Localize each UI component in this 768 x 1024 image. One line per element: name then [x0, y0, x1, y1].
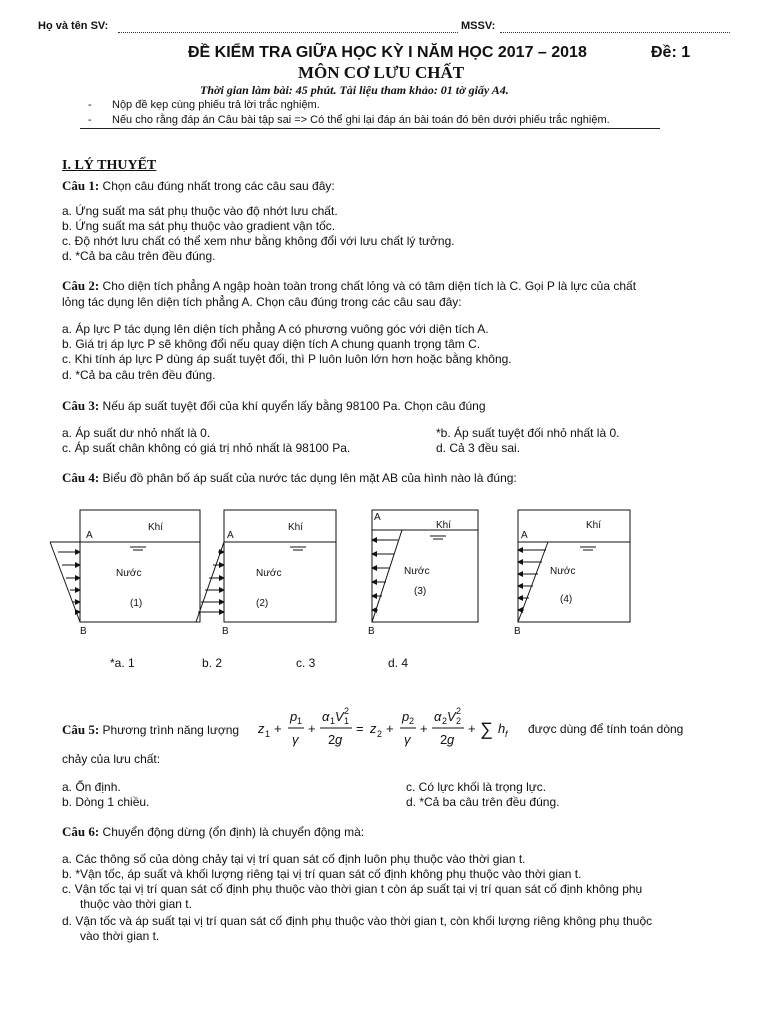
fig1-point-b: B	[80, 626, 87, 637]
student-name-field[interactable]	[118, 32, 458, 33]
fig3-number: (3)	[414, 586, 427, 597]
fig2-air-label: Khí	[288, 522, 304, 533]
svg-text:2: 2	[409, 716, 415, 726]
time-info: Thời gian làm bài: 45 phút. Tài liệu tham khảo: 01 tờ giấy A4.	[200, 83, 509, 97]
note-item: Nếu cho rằng đáp án Câu bài tập sai => Có thể ghi lại đáp án bài toán đó bên dưới phiếu trắc nghiệm.	[112, 114, 610, 126]
q6-option-b: b. *Vận tốc, áp suất và khối lượng riêng tại vị trí quan sát cố định không phụ thuộc vào thời gian t.	[62, 867, 582, 881]
q6-option-d: d. Vận tốc và áp suất tại vị trí quan sát cố định phụ thuộc vào thời gian t, còn khối lượng riêng không phụ thuộc	[62, 914, 653, 928]
header-divider	[80, 128, 660, 129]
svg-text:f: f	[505, 729, 508, 739]
svg-text:1: 1	[330, 716, 336, 726]
q6-option-c: c. Vận tốc tại vị trí quan sát cố định phụ thuộc vào thời gian t còn áp suất tại vị trí quan sát cố định không phụ	[62, 882, 643, 896]
question-3: Câu 3: Nếu áp suất tuyệt đối của khí quyển lấy bằng 98100 Pa. Chọn câu đúng	[62, 398, 486, 413]
q6-option-c-cont: thuộc vào thời gian t.	[80, 897, 192, 911]
question-1: Câu 1: Chọn câu đúng nhất trong các câu sau đây:	[62, 178, 335, 193]
q2-option-a: a. Áp lực P tác dụng lên diện tích phẳng A có phương vuông góc với diện tích A.	[62, 322, 489, 336]
fig3-point-a: A	[374, 512, 381, 523]
fig3-point-b: B	[368, 626, 375, 637]
question-2: Câu 2: Cho diện tích phẳng A ngập hoàn toàn trong chất lỏng và có tâm diện tích là C. Gọi P là lực của chất	[62, 278, 637, 293]
svg-text:p: p	[402, 709, 410, 724]
fig1-air-label: Khí	[148, 522, 164, 533]
student-id-label: MSSV:	[461, 20, 496, 32]
svg-text:2: 2	[456, 716, 462, 726]
svg-text:2: 2	[328, 732, 336, 747]
fig2-number: (2)	[256, 598, 269, 609]
q1-option-b: b. Ứng suất ma sát phụ thuộc vào gradient vận tốc.	[62, 219, 336, 233]
svg-text:∑: ∑	[480, 719, 493, 739]
svg-text:p: p	[290, 709, 298, 724]
fig1-number: (1)	[130, 598, 143, 609]
svg-text:α: α	[434, 709, 442, 724]
question-4: Câu 4: Biểu đồ phân bố áp suất của nước tác dụng lên mặt AB của hình nào là đúng:	[62, 470, 517, 485]
section-title: I. LÝ THUYẾT	[62, 158, 157, 173]
svg-text:+: +	[420, 721, 428, 736]
svg-text:+: +	[468, 721, 476, 736]
svg-text:+: +	[308, 721, 316, 736]
fig4-point-b: B	[514, 626, 521, 637]
question-5-line2: chảy của lưu chất:	[62, 752, 161, 766]
q6-option-a: a. Các thông số của dòng chảy tại vị trí quan sát cố định luôn phụ thuộc vào thời gian t.	[62, 852, 526, 866]
q3-option-d: d. Cả 3 đều sai.	[436, 441, 521, 455]
svg-text:+: +	[386, 721, 394, 736]
q2-option-b: b. Giá trị áp lực P sẽ không đổi nếu quay diện tích A chung quanh trọng tâm C.	[62, 337, 481, 351]
q4-option-b: b. 2	[202, 656, 223, 670]
question-2-line2: lỏng tác dụng lên diện tích phẳng A. Chọn câu đúng trong các câu sau đây:	[62, 295, 462, 309]
svg-text:h: h	[498, 721, 506, 736]
svg-text:V: V	[335, 709, 344, 724]
q1-option-a: a. Ứng suất ma sát phụ thuộc vào độ nhớt lưu chất.	[62, 204, 338, 218]
question-5: Câu 5: Phương trình năng lượng	[62, 722, 240, 737]
svg-text:γ: γ	[292, 732, 299, 747]
svg-text:α: α	[322, 709, 330, 724]
q4-option-c: c. 3	[296, 656, 316, 670]
svg-text:2: 2	[442, 716, 448, 726]
fig4-point-a: A	[521, 530, 528, 541]
svg-text:g: g	[447, 732, 455, 747]
svg-text:1: 1	[297, 716, 303, 726]
svg-text:z: z	[370, 721, 377, 736]
pressure-diagrams	[0, 490, 768, 650]
q3-option-b: *b. Áp suất tuyệt đối nhỏ nhất là 0.	[436, 426, 620, 440]
svg-text:2: 2	[377, 729, 383, 739]
note-item: Nộp đề kẹp cùng phiếu trả lời trắc nghiệm.	[112, 99, 320, 111]
q1-option-c: c. Độ nhớt lưu chất có thể xem như bằng không đổi với lưu chất lý tưởng.	[62, 234, 455, 248]
svg-text:2: 2	[440, 732, 448, 747]
fig4-number: (4)	[560, 594, 573, 605]
energy-equation	[256, 704, 518, 750]
student-name-label: Họ và tên SV:	[38, 20, 109, 32]
q6-option-d-cont: vào thời gian t.	[80, 929, 160, 943]
fig4-water-label: Nước	[550, 566, 576, 577]
q5-option-d: d. *Cả ba câu trên đều đúng.	[406, 795, 560, 809]
fig2-point-b: B	[222, 626, 229, 637]
svg-text:V: V	[447, 709, 456, 724]
fig3-water-label: Nước	[404, 566, 430, 577]
question-5-cont: được dùng để tính toán dòng	[528, 722, 684, 736]
figure-1	[50, 510, 200, 622]
svg-text:1: 1	[344, 716, 350, 726]
q3-option-c: c. Áp suất chân không có giá trị nhỏ nhất là 98100 Pa.	[62, 441, 351, 455]
svg-text:=: =	[356, 721, 364, 736]
svg-text:z: z	[258, 721, 265, 736]
q5-option-b: b. Dòng 1 chiều.	[62, 795, 150, 809]
note-dash: -	[88, 114, 92, 126]
subject-title: MÔN CƠ LƯU CHẤT	[298, 63, 465, 82]
q3-option-a: a. Áp suất dư nhỏ nhất là 0.	[62, 426, 211, 440]
svg-text:g: g	[335, 732, 343, 747]
svg-text:2: 2	[344, 706, 350, 716]
fig1-point-a: A	[86, 530, 93, 541]
fig1-water-label: Nước	[116, 568, 142, 579]
q1-option-d: d. *Cả ba câu trên đều đúng.	[62, 249, 216, 263]
svg-text:1: 1	[265, 729, 271, 739]
q2-option-d: d. *Cả ba câu trên đều đúng.	[62, 368, 216, 382]
q5-option-c: c. Có lực khối là trọng lực.	[406, 780, 547, 794]
q4-option-a: *a. 1	[110, 656, 135, 670]
svg-text:2: 2	[456, 706, 462, 716]
fig2-point-a: A	[227, 530, 234, 541]
exam-title: ĐỀ KIỂM TRA GIỮA HỌC KỲ I NĂM HỌC 2017 – 2018	[188, 44, 587, 61]
exam-code: Đề: 1	[651, 44, 691, 61]
svg-text:γ: γ	[404, 732, 411, 747]
student-id-field[interactable]	[500, 32, 730, 33]
fig2-water-label: Nước	[256, 568, 282, 579]
fig4-air-label: Khí	[586, 520, 602, 531]
svg-text:+: +	[274, 721, 282, 736]
note-dash: -	[88, 99, 92, 111]
q5-option-a: a. Ổn định.	[62, 780, 121, 794]
question-6: Câu 6: Chuyển động dừng (ổn định) là chuyển động mà:	[62, 824, 365, 839]
q4-option-d: d. 4	[388, 656, 409, 670]
fig3-air-label: Khí	[436, 520, 452, 531]
q2-option-c: c. Khi tính áp lực P dùng áp suất tuyệt đối, thì P luôn luôn lớn hơn hoặc bằng không.	[62, 352, 512, 366]
